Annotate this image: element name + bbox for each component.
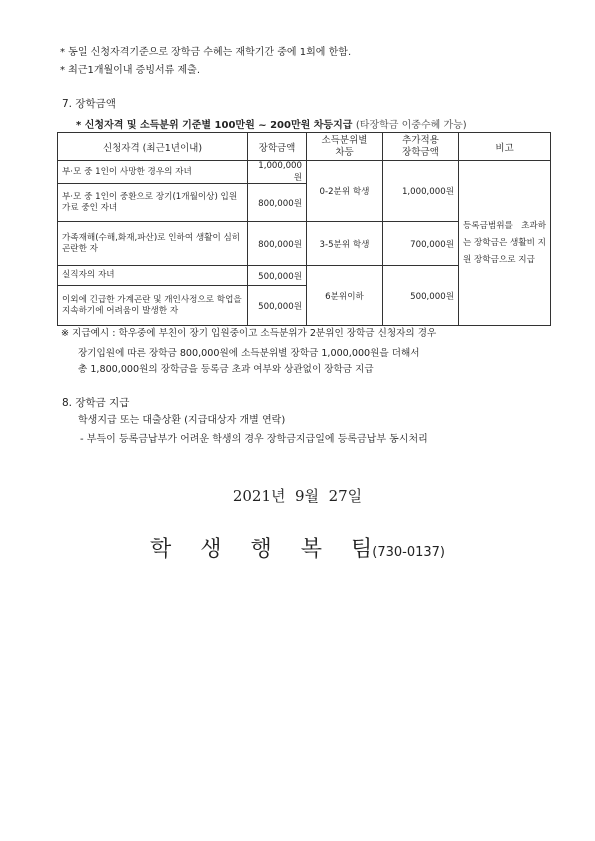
issuer-phone: (730-0137) [372, 545, 445, 560]
note-one-time: * 동일 신청자격기준으로 장학금 수혜는 재학기간 중에 1회에 한함. [60, 47, 352, 58]
remark-cell: 등록금범위를 초과하는 장학금은 생활비 지원 장학금으로 지급 [459, 161, 551, 326]
section-7-subtitle-note: (타장학금 이중수혜 가능) [355, 120, 467, 131]
row-amount: 800,000원 [248, 184, 307, 222]
section-7-title: 7. 장학금액 [62, 98, 116, 110]
header-amount: 장학금액 [248, 133, 307, 161]
table-header-row [58, 133, 551, 161]
row-condition: 부·모 중 1인이 사망한 경우의 자녀 [58, 161, 248, 184]
table-row [58, 161, 551, 184]
issuer-block [0, 532, 595, 563]
row-amount: 800,000원 [248, 222, 307, 266]
row-condition: 이외에 긴급한 가계곤란 및 개인사정으로 학업을 지속하기에 어려움이 발생한 자 [58, 286, 248, 326]
income-group-label: 0-2분위 학생 [307, 161, 383, 222]
row-amount: 1,000,000원 [248, 161, 307, 184]
row-amount: 500,000원 [248, 286, 307, 326]
section-7-subtitle-main: * 신청자격 및 소득분위 기준별 100만원 ~ 200만원 차등지급 [76, 120, 353, 131]
row-condition: 부·모 중 1인이 중환으로 장기(1개월이상) 입원 가료 중인 자녀 [58, 184, 248, 222]
row-condition: 실직자의 자녀 [58, 266, 248, 286]
row-amount: 500,000원 [248, 266, 307, 286]
payment-example-line-1: ※ 지급예시 : 학우중에 부친이 장기 입원중이고 소득분위가 2분위인 장학금 신청자의 경우 [61, 328, 437, 339]
header-remark: 비고 [459, 133, 551, 161]
header-extra-amount: 추가적용 장학금액 [383, 133, 459, 161]
income-group-label: 6분위이하 [307, 266, 383, 326]
scholarship-table [57, 132, 551, 326]
row-condition: 가족재해(수해,화재,파산)로 인하여 생활이 심히 곤란한 자 [58, 222, 248, 266]
header-income-tier: 소득분위별 차등 [307, 133, 383, 161]
payment-example-line-3: 총 1,800,000원의 장학금을 등록금 초과 여부와 상관없이 장학금 지급 [78, 364, 374, 375]
income-group-extra: 1,000,000원 [383, 161, 459, 222]
income-group-extra: 500,000원 [383, 266, 459, 326]
section-8-title: 8. 장학금 지급 [62, 397, 130, 409]
section-7-subtitle [76, 116, 467, 131]
section-8-line-1: 학생지급 또는 대출상환 (지급대상자 개별 연락) [78, 415, 286, 426]
issuer-team-name: 학 생 행 복 팀 [150, 537, 373, 562]
header-eligibility: 신청자격 (최근1년이내) [58, 133, 248, 161]
section-8-line-2: - 부득이 등록금납부가 어려운 학생의 경우 장학금지급일에 등록금납부 동시처리 [80, 434, 428, 445]
income-group-extra: 700,000원 [383, 222, 459, 266]
note-documents: * 최근1개월이내 증빙서류 제출. [60, 65, 200, 76]
income-group-label: 3-5분위 학생 [307, 222, 383, 266]
document-date: 2021년 9월 27일 [232, 487, 363, 505]
payment-example-line-2: 장기입원에 따른 장학금 800,000원에 소득분위별 장학금 1,000,000원을 더해서 [78, 348, 420, 359]
